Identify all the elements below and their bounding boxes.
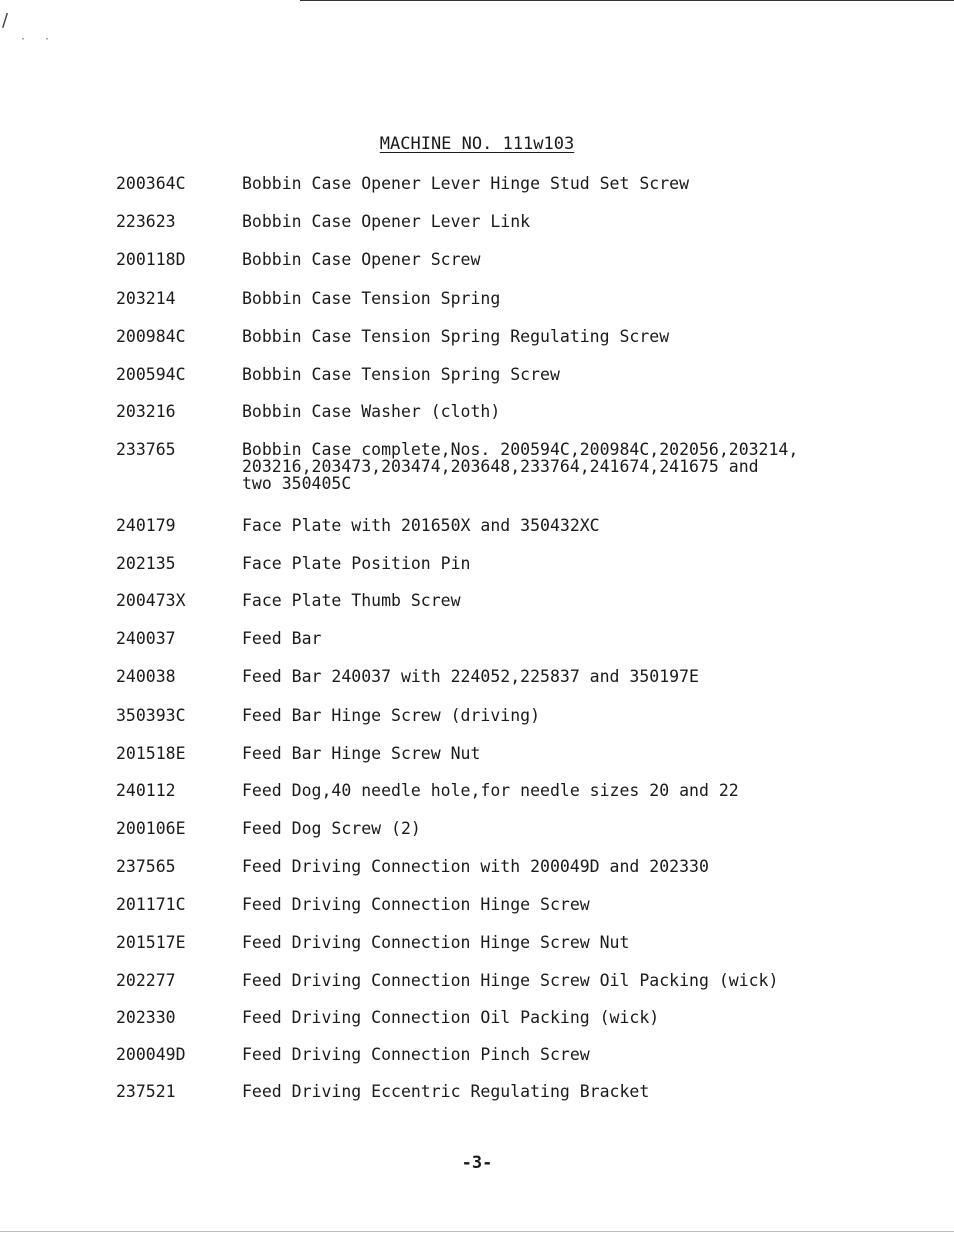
- list-item: [116, 896, 906, 913]
- list-item: [116, 175, 906, 192]
- part-number: 200984C: [116, 327, 186, 346]
- part-description: Bobbin Case Tension Spring: [242, 289, 501, 308]
- part-number: 200106E: [116, 819, 186, 838]
- part-description: Feed Bar Hinge Screw Nut: [242, 744, 481, 763]
- part-number: 350393C: [116, 706, 186, 725]
- list-item: [116, 555, 906, 572]
- list-item: [116, 366, 906, 383]
- part-description: Face Plate Thumb Screw: [242, 591, 461, 610]
- list-item: [116, 403, 906, 420]
- part-number: 240037: [116, 629, 176, 648]
- part-number: 202135: [116, 554, 176, 573]
- part-description: Face Plate with 201650X and 350432XC: [242, 516, 600, 535]
- part-number: 203216: [116, 402, 176, 421]
- list-item: [116, 251, 906, 268]
- list-item: [116, 213, 906, 230]
- top-edge-rule: [300, 0, 954, 1]
- page-title-text: MACHINE NO. 111w103: [379, 134, 575, 154]
- part-description: Feed Bar 240037 with 224052,225837 and 350197E: [242, 667, 699, 686]
- list-item: [116, 934, 906, 951]
- part-description: Feed Driving Connection Hinge Screw Oil Packing (wick): [242, 971, 779, 990]
- part-description: Bobbin Case Tension Spring Screw: [242, 365, 560, 384]
- part-number: 200594C: [116, 365, 186, 384]
- part-description: Feed Dog,40 needle hole,for needle sizes 20 and 22: [242, 781, 739, 800]
- part-number: 200473X: [116, 591, 186, 610]
- part-number: 237521: [116, 1082, 176, 1101]
- part-description: Bobbin Case Tension Spring Regulating Screw: [242, 327, 670, 346]
- list-item: [116, 441, 906, 492]
- part-number: 203214: [116, 289, 176, 308]
- part-number: 202330: [116, 1008, 176, 1027]
- page-number: -3-: [461, 1153, 493, 1173]
- list-item: [116, 1046, 906, 1063]
- list-item: [116, 328, 906, 345]
- part-number: 240038: [116, 667, 176, 686]
- part-description: Bobbin Case Washer (cloth): [242, 402, 501, 421]
- part-number: 200364C: [116, 174, 186, 193]
- list-item: [116, 707, 906, 724]
- part-description: Bobbin Case Opener Lever Link: [242, 212, 531, 231]
- part-number: 240179: [116, 516, 176, 535]
- part-description: Feed Bar: [242, 629, 322, 648]
- part-description: Feed Driving Eccentric Regulating Bracket: [242, 1082, 650, 1101]
- part-number: 223623: [116, 212, 176, 231]
- list-item: [116, 972, 906, 989]
- part-description: Bobbin Case complete,Nos. 200594C,200984C,202056,203214, 203216,203473,203474,203648,233764,241674,241675 and two 350405C: [242, 440, 799, 493]
- part-description: Bobbin Case Opener Screw: [242, 250, 481, 269]
- part-number: 200049D: [116, 1045, 186, 1064]
- list-item: [116, 782, 906, 799]
- list-item: [116, 745, 906, 762]
- part-number: 201171C: [116, 895, 186, 914]
- part-description: Feed Driving Connection Pinch Screw: [242, 1045, 590, 1064]
- list-item: [116, 1009, 906, 1026]
- part-description: Face Plate Position Pin: [242, 554, 471, 573]
- part-number: 233765: [116, 440, 176, 459]
- part-number: 201518E: [116, 744, 186, 763]
- pen-mark-icon: /: [2, 10, 9, 31]
- bottom-edge-rule: [0, 1231, 954, 1232]
- list-item: [116, 630, 906, 647]
- speck-marks-icon: ··: [20, 34, 69, 45]
- list-item: [116, 858, 906, 875]
- list-item: [116, 820, 906, 837]
- part-description: Feed Driving Connection with 200049D and 202330: [242, 857, 709, 876]
- part-description: Bobbin Case Opener Lever Hinge Stud Set Screw: [242, 174, 690, 193]
- part-number: 201517E: [116, 933, 186, 952]
- part-description: Feed Driving Connection Hinge Screw: [242, 895, 590, 914]
- page-title: [0, 134, 954, 154]
- list-item: [116, 1083, 906, 1100]
- part-description: Feed Dog Screw (2): [242, 819, 421, 838]
- list-item: [116, 668, 906, 685]
- part-description: Feed Driving Connection Hinge Screw Nut: [242, 933, 630, 952]
- part-number: 200118D: [116, 250, 186, 269]
- part-description: Feed Bar Hinge Screw (driving): [242, 706, 541, 725]
- list-item: [116, 290, 906, 307]
- part-number: 237565: [116, 857, 176, 876]
- part-number: 240112: [116, 781, 176, 800]
- list-item: [116, 517, 906, 534]
- part-number: 202277: [116, 971, 176, 990]
- part-description: Feed Driving Connection Oil Packing (wick): [242, 1008, 660, 1027]
- list-item: [116, 592, 906, 609]
